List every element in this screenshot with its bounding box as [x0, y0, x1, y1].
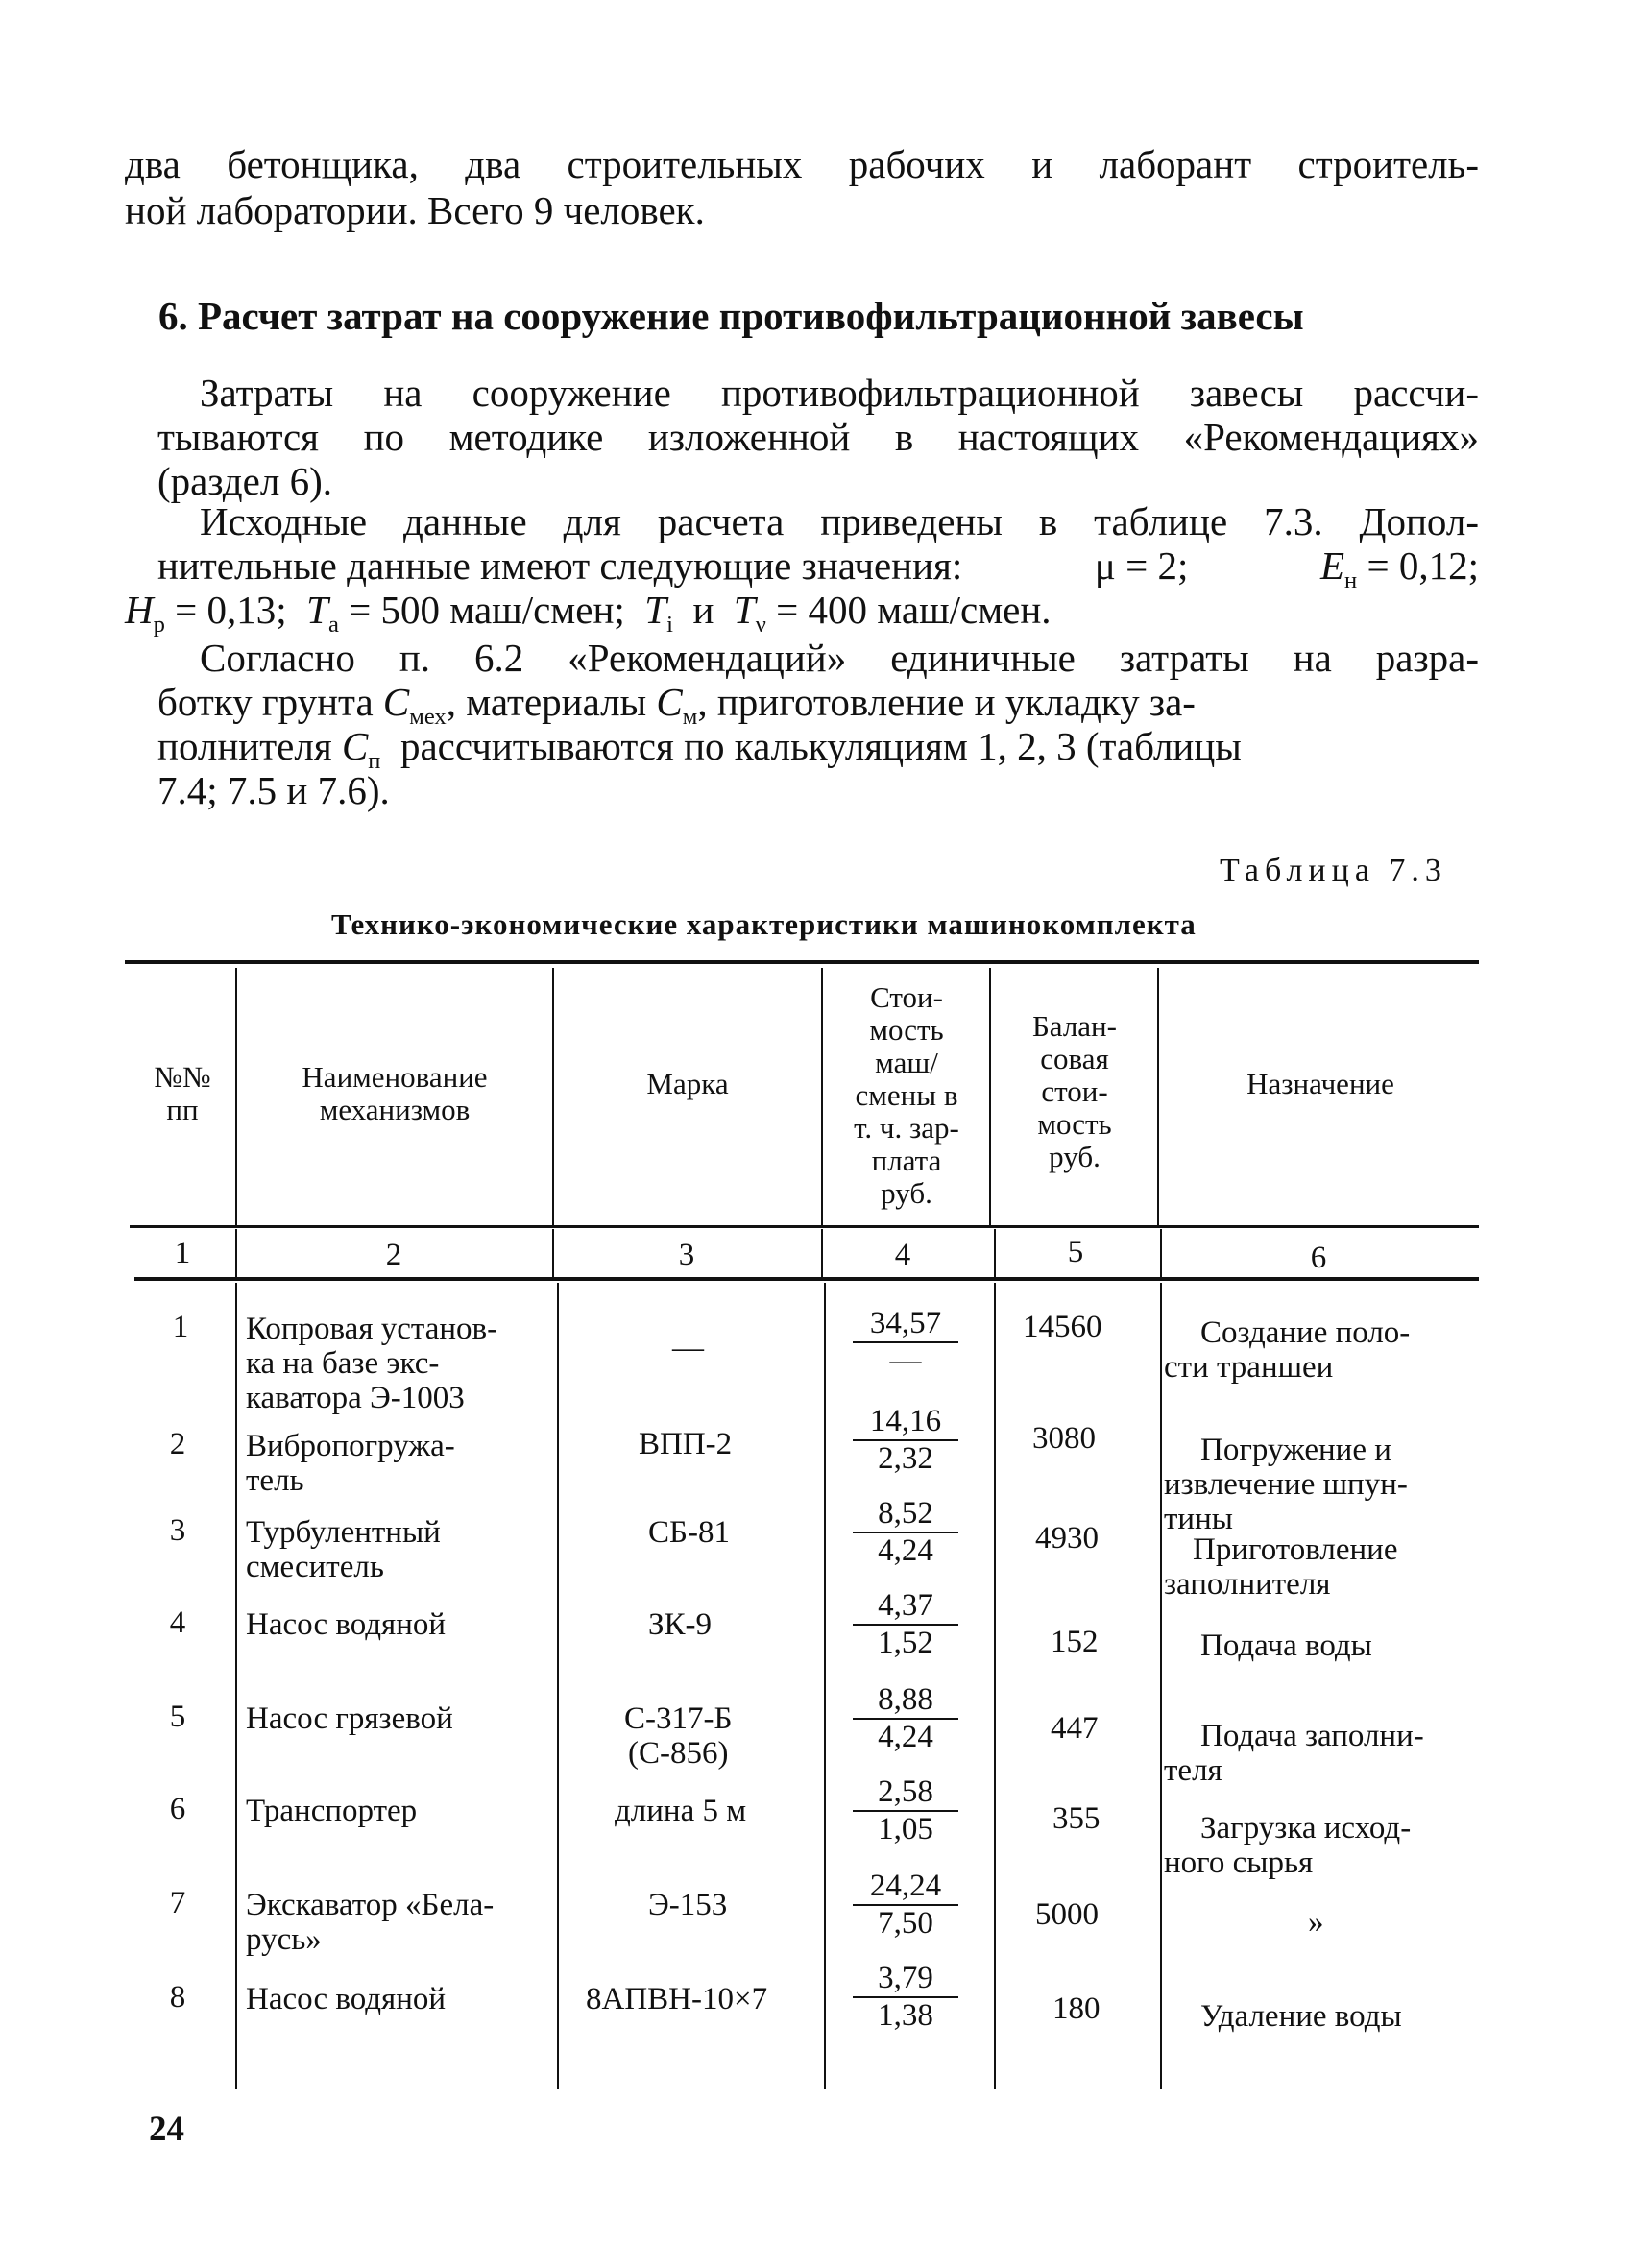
row-7-cost: $\frac{24,24}{7,50}$	[853, 1869, 958, 1942]
row-1-brand: —	[672, 1331, 704, 1365]
row-7-brand: Э-153	[648, 1888, 728, 1922]
num-divider-3	[821, 1229, 823, 1277]
row-6-num: 6	[169, 1792, 186, 1826]
para2-line-1: Исходные данные для расчета приведены в таблице 7.3. Допол-	[200, 499, 1479, 543]
para1-line-2: тываются по методике изложенной в настоящих «Рекомендациях»	[157, 415, 1479, 459]
row-3-num: 3	[169, 1513, 186, 1548]
row-2-purpose: Погружение и извлечение шпун- тины	[1164, 1433, 1408, 1536]
row-7-purpose: »	[1308, 1905, 1324, 1940]
body-divider-4	[994, 1283, 996, 2089]
row-8-brand: 8АПВН-10×7	[586, 1982, 768, 2016]
numbers-bottom-rule	[134, 1277, 1479, 1281]
para3-line-3: полнителя $C_п$ рассчитываются по калькуляциям 1, 2, 3 (таблицы	[157, 724, 1242, 775]
row-3-balance: 4930	[1035, 1521, 1099, 1556]
para2-line-3: $H_р = 0,13$; $T_а = 500$ маш/смен; $T_i$ и $T_\nu = 400$ маш/смен.	[125, 588, 1052, 639]
header-divider-3	[821, 968, 823, 1225]
para1-line-1: Затраты на сооружение противофильтрационной завесы рассчи-	[200, 371, 1479, 415]
num-divider-2	[552, 1229, 554, 1277]
row-1-balance: 14560	[1023, 1310, 1102, 1344]
section-heading: 6. Расчет затрат на сооружение противофильтрационной завесы	[158, 294, 1304, 338]
col-number-6: 6	[1310, 1241, 1327, 1275]
num-divider-1	[235, 1229, 237, 1277]
row-1-num: 1	[172, 1310, 189, 1344]
para1-line-3: (раздел 6).	[157, 459, 332, 503]
body-divider-2	[557, 1283, 559, 2089]
row-2-name: Вибропогружа- тель	[246, 1429, 455, 1498]
header-cost: Стои- мость маш/ смены в т. ч. зар- плата руб.	[854, 980, 959, 1210]
row-4-balance: 152	[1051, 1625, 1099, 1659]
row-5-name: Насос грязевой	[246, 1701, 453, 1736]
row-4-cost: $\frac{4,37}{1,52}$	[853, 1588, 958, 1661]
row-3-cost: $\frac{8,52}{4,24}$	[853, 1496, 958, 1569]
row-5-num: 5	[169, 1700, 186, 1734]
header-num: №№ пп	[154, 1060, 211, 1126]
row-8-purpose: Удаление воды	[1200, 1999, 1402, 2034]
header-name: Наименование механизмов	[302, 1060, 488, 1126]
num-divider-4	[994, 1229, 996, 1277]
col-number-1: 1	[174, 1236, 191, 1270]
table-number: Таблица 7.3	[1220, 853, 1447, 888]
row-7-num: 7	[169, 1886, 186, 1920]
row-5-purpose: Подача заполни- теля	[1164, 1719, 1424, 1788]
mu-value: μ = 2;	[1094, 543, 1189, 588]
row-1-cost: 34,57 —	[853, 1306, 958, 1379]
col-number-5: 5	[1067, 1235, 1084, 1269]
row-3-name: Турбулентный смеситель	[246, 1515, 441, 1584]
row-6-cost: $\frac{2,58}{1,05}$	[853, 1774, 958, 1847]
row-5-brand: С-317-Б (С-856)	[624, 1701, 733, 1771]
row-8-name: Насос водяной	[246, 1982, 447, 2016]
header-divider-2	[552, 968, 554, 1225]
row-3-purpose: Приготовление заполнителя	[1164, 1532, 1398, 1602]
body-divider-1	[235, 1283, 237, 2089]
header-balance: Балан- совая стои- мость руб.	[1032, 1009, 1117, 1173]
row-1-purpose: Создание поло- сти траншеи	[1164, 1315, 1411, 1385]
header-purpose: Назначение	[1246, 1067, 1394, 1100]
row-2-cost: $\frac{14,16}{2,32}$	[853, 1404, 958, 1477]
row-7-balance: 5000	[1035, 1897, 1099, 1932]
row-2-brand: ВПП-2	[639, 1427, 733, 1461]
header-divider-4	[989, 968, 991, 1225]
row-1-name: Копровая установ- ка на базе экс- каватора Э-1003	[246, 1312, 498, 1415]
row-6-brand: длина 5 м	[615, 1794, 747, 1828]
row-4-num: 4	[169, 1605, 186, 1640]
body-divider-3	[824, 1283, 826, 2089]
row-4-name: Насос водяной	[246, 1607, 447, 1642]
row-8-balance: 180	[1052, 1991, 1101, 2026]
row-4-purpose: Подача воды	[1200, 1629, 1372, 1663]
row-8-cost: $\frac{3,79}{1,38}$	[853, 1961, 958, 2034]
row-3-brand: СБ-81	[648, 1515, 730, 1550]
row-5-balance: 447	[1051, 1711, 1099, 1746]
page-number: 24	[149, 2110, 184, 2149]
row-5-cost: $\frac{8,88}{4,24}$	[853, 1682, 958, 1755]
header-divider-5	[1157, 968, 1159, 1225]
header-brand: Марка	[646, 1067, 729, 1100]
para3-line-4: 7.4; 7.5 и 7.6).	[157, 768, 390, 812]
intro-line-2: ной лаборатории. Всего 9 человек.	[125, 188, 705, 232]
row-8-num: 8	[169, 1980, 186, 2015]
row-7-name: Экскаватор «Бела- русь»	[246, 1888, 495, 1957]
header-divider-1	[235, 968, 237, 1225]
body-divider-5	[1160, 1283, 1162, 2089]
para3-line-1: Согласно п. 6.2 «Рекомендаций» единичные затраты на разра-	[200, 636, 1479, 680]
intro-line-1: два бетонщика, два строительных рабочих и лаборант строитель-	[125, 142, 1479, 186]
row-2-num: 2	[169, 1427, 186, 1461]
col-number-2: 2	[385, 1238, 402, 1272]
row-6-purpose: Загрузка исход- ного сырья	[1164, 1811, 1412, 1880]
row-4-brand: ЗК-9	[648, 1607, 713, 1642]
col-number-3: 3	[678, 1238, 695, 1272]
en-value: $E_н = 0,12$;	[1320, 543, 1479, 594]
num-divider-5	[1160, 1229, 1162, 1277]
row-6-name: Транспортер	[246, 1794, 418, 1828]
para3-line-2: ботку грунта $C_{мех}$, материалы $C_м$, приготовление и укладку за-	[157, 680, 1196, 731]
row-2-balance: 3080	[1032, 1421, 1096, 1456]
row-6-balance: 355	[1052, 1801, 1101, 1836]
table-caption: Технико-экономические характеристики машинокомплекта	[331, 907, 1197, 941]
para2-line-2-text: нительные данные имеют следующие значения:	[157, 543, 963, 588]
table-top-rule	[125, 960, 1479, 964]
col-number-4: 4	[894, 1238, 911, 1272]
header-bottom-rule	[130, 1225, 1479, 1228]
